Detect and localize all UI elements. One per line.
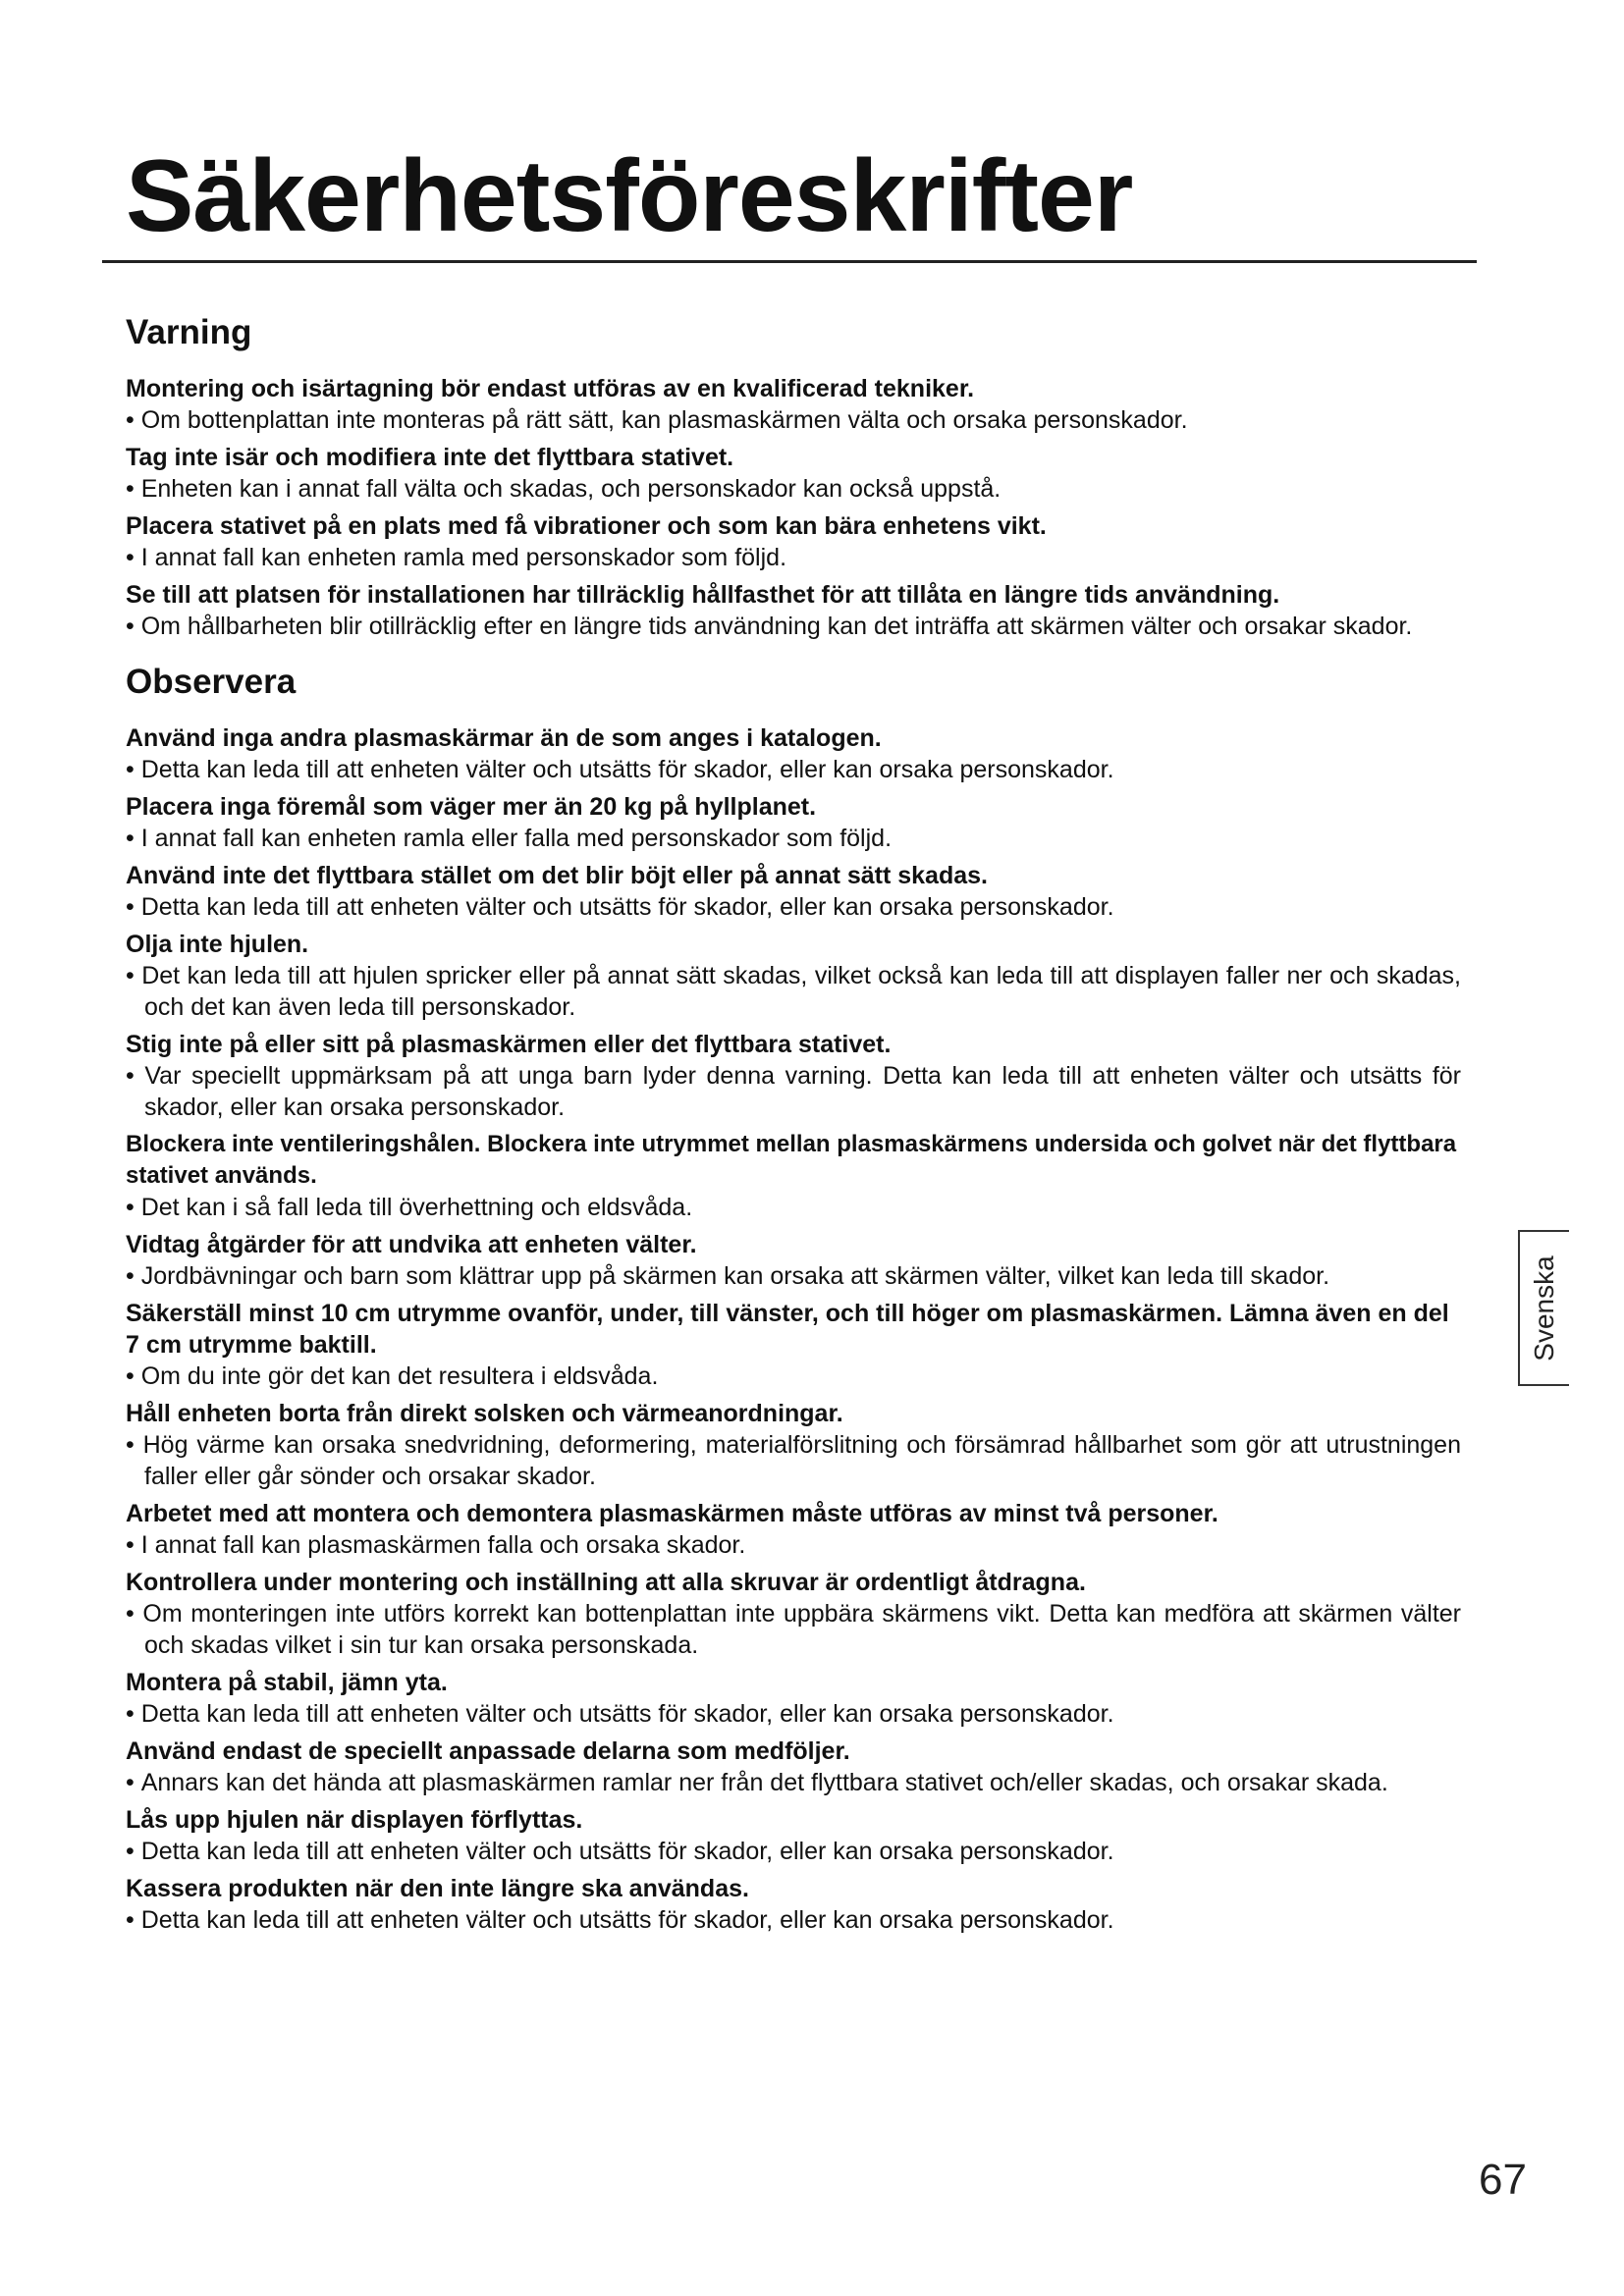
caution-item-title: Använd endast de speciellt anpassade delarna som medföljer. — [126, 1737, 850, 1765]
caution-item-text: • Var speciellt uppmärksam på att unga barn lyder denna varning. Detta kan leda till att enheten välter och utsätts för skador, eller kan orsaka personskador. — [126, 1060, 1461, 1123]
caution-item-title: Säkerställ minst 10 cm utrymme ovanför, under, till vänster, och till höger om plasmaskärmen. Lämna även en del 7 cm utrymme baktill. — [126, 1300, 1449, 1359]
caution-item-title: Stig inte på eller sitt på plasmaskärmen eller det flyttbara stativet. — [126, 1031, 892, 1058]
caution-item-title: Olja inte hjulen. — [126, 931, 309, 958]
caution-item-text: • Detta kan leda till att enheten välter och utsätts för skador, eller kan orsaka personskador. — [126, 1698, 1461, 1730]
warning-item-title: Se till att platsen för installationen har tillräcklig hållfasthet för att tillåta en längre tids användning. — [126, 581, 1280, 609]
caution-item — [126, 1498, 1461, 1561]
caution-item-text: • Detta kan leda till att enheten välter och utsätts för skador, eller kan orsaka personskador. — [126, 1836, 1461, 1867]
warning-item-title: Tag inte isär och modifiera inte det flyttbara stativet. — [126, 444, 734, 471]
caution-item-text: • Detta kan leda till att enheten välter och utsätts för skador, eller kan orsaka personskador. — [126, 891, 1461, 923]
caution-item-text: • Om monteringen inte utförs korrekt kan bottenplattan inte uppbära skärmens vikt. Detta kan medföra att skärmen välter och skadas vilket i sin tur kan orsaka personskada. — [126, 1598, 1461, 1661]
page-title: Säkerhetsföreskrifter — [126, 139, 1133, 253]
caution-item-title: Vidtag åtgärder för att undvika att enheten välter. — [126, 1231, 697, 1258]
caution-item-text: • Detta kan leda till att enheten välter och utsätts för skador, eller kan orsaka personskador. — [126, 754, 1461, 785]
warning-item — [126, 510, 1461, 573]
caution-item-text: • Det kan i så fall leda till överhettning och eldsvåda. — [126, 1192, 1461, 1223]
caution-heading: Observera — [126, 663, 297, 701]
caution-item — [126, 1567, 1461, 1661]
page-number: 67 — [1479, 2156, 1527, 2204]
caution-item — [126, 1029, 1461, 1123]
caution-item — [126, 1298, 1461, 1392]
caution-item — [126, 1735, 1461, 1798]
caution-item-text: • Om du inte gör det kan det resultera i eldsvåda. — [126, 1361, 1461, 1392]
caution-item-title: Blockera inte ventileringshålen. Blockera inte utrymmet mellan plasmaskärmens undersida och golvet när det flyttbara stativet används. — [126, 1131, 1457, 1189]
title-divider — [102, 260, 1477, 263]
warning-list — [126, 373, 1461, 642]
caution-item-title: Montera på stabil, jämn yta. — [126, 1669, 448, 1696]
warning-item-text: • Om hållbarheten blir otillräcklig efter en längre tids användning kan det inträffa att skärmen välter och orsakar skador. — [126, 611, 1461, 642]
caution-item — [126, 791, 1461, 854]
caution-item-title: Placera inga föremål som väger mer än 20 kg på hyllplanet. — [126, 793, 817, 821]
caution-item-title: Kassera produkten när den inte längre ska användas. — [126, 1875, 749, 1902]
warning-item-text: • Om bottenplattan inte monteras på rätt sätt, kan plasmaskärmen välta och orsaka personskador. — [126, 404, 1461, 436]
warning-item — [126, 442, 1461, 505]
caution-item-title: Använd inte det flyttbara stället om det blir böjt eller på annat sätt skadas. — [126, 862, 988, 889]
warning-item — [126, 579, 1461, 642]
caution-item-text: • I annat fall kan plasmaskärmen falla och orsaka skador. — [126, 1529, 1461, 1561]
caution-item-title: Kontrollera under montering och inställning att alla skruvar är ordentligt åtdragna. — [126, 1569, 1086, 1596]
caution-item-title: Arbetet med att montera och demontera plasmaskärmen måste utföras av minst två personer. — [126, 1500, 1218, 1527]
caution-item-text: • Jordbävningar och barn som klättrar upp på skärmen kan orsaka att skärmen välter, vilket kan leda till skador. — [126, 1260, 1461, 1292]
safety-content — [126, 312, 1461, 1942]
caution-item-text: • Hög värme kan orsaka snedvridning, deformering, materialförslitning och försämrad hållbarhet som gör att utrustningen faller eller går sönder och orsakar skador. — [126, 1429, 1461, 1492]
caution-item — [126, 1229, 1461, 1292]
caution-item — [126, 929, 1461, 1023]
caution-list — [126, 722, 1461, 1936]
caution-item — [126, 1804, 1461, 1867]
warning-item-text: • I annat fall kan enheten ramla med personskador som följd. — [126, 542, 1461, 573]
caution-item-text: • I annat fall kan enheten ramla eller falla med personskador som följd. — [126, 823, 1461, 854]
caution-item — [126, 1398, 1461, 1492]
warning-item-title: Montering och isärtagning bör endast utföras av en kvalificerad tekniker. — [126, 375, 975, 402]
language-tab — [1518, 1230, 1569, 1386]
caution-item-title: Använd inga andra plasmaskärmar än de som anges i katalogen. — [126, 724, 882, 752]
caution-item-text: • Det kan leda till att hjulen spricker eller på annat sätt skadas, vilket också kan leda till att displayen faller ner och skadas, och det kan även leda till personskador. — [126, 960, 1461, 1023]
caution-item — [126, 722, 1461, 785]
language-tab-label: Svenska — [1529, 1255, 1559, 1362]
caution-item-text: • Detta kan leda till att enheten välter och utsätts för skador, eller kan orsaka personskador. — [126, 1904, 1461, 1936]
warning-item-text: • Enheten kan i annat fall välta och skadas, och personskador kan också uppstå. — [126, 473, 1461, 505]
caution-item — [126, 860, 1461, 923]
caution-item — [126, 1873, 1461, 1936]
warning-item-title: Placera stativet på en plats med få vibrationer och som kan bära enhetens vikt. — [126, 512, 1047, 540]
caution-item-text: • Annars kan det hända att plasmaskärmen ramlar ner från det flyttbara stativet och/eller skadas, och orsakar skada. — [126, 1767, 1461, 1798]
caution-item-title: Lås upp hjulen när displayen förflyttas. — [126, 1806, 583, 1834]
caution-item — [126, 1129, 1461, 1223]
warning-item — [126, 373, 1461, 436]
caution-item-title: Håll enheten borta från direkt solsken och värmeanordningar. — [126, 1400, 843, 1427]
caution-item — [126, 1667, 1461, 1730]
warning-heading: Varning — [126, 313, 252, 351]
